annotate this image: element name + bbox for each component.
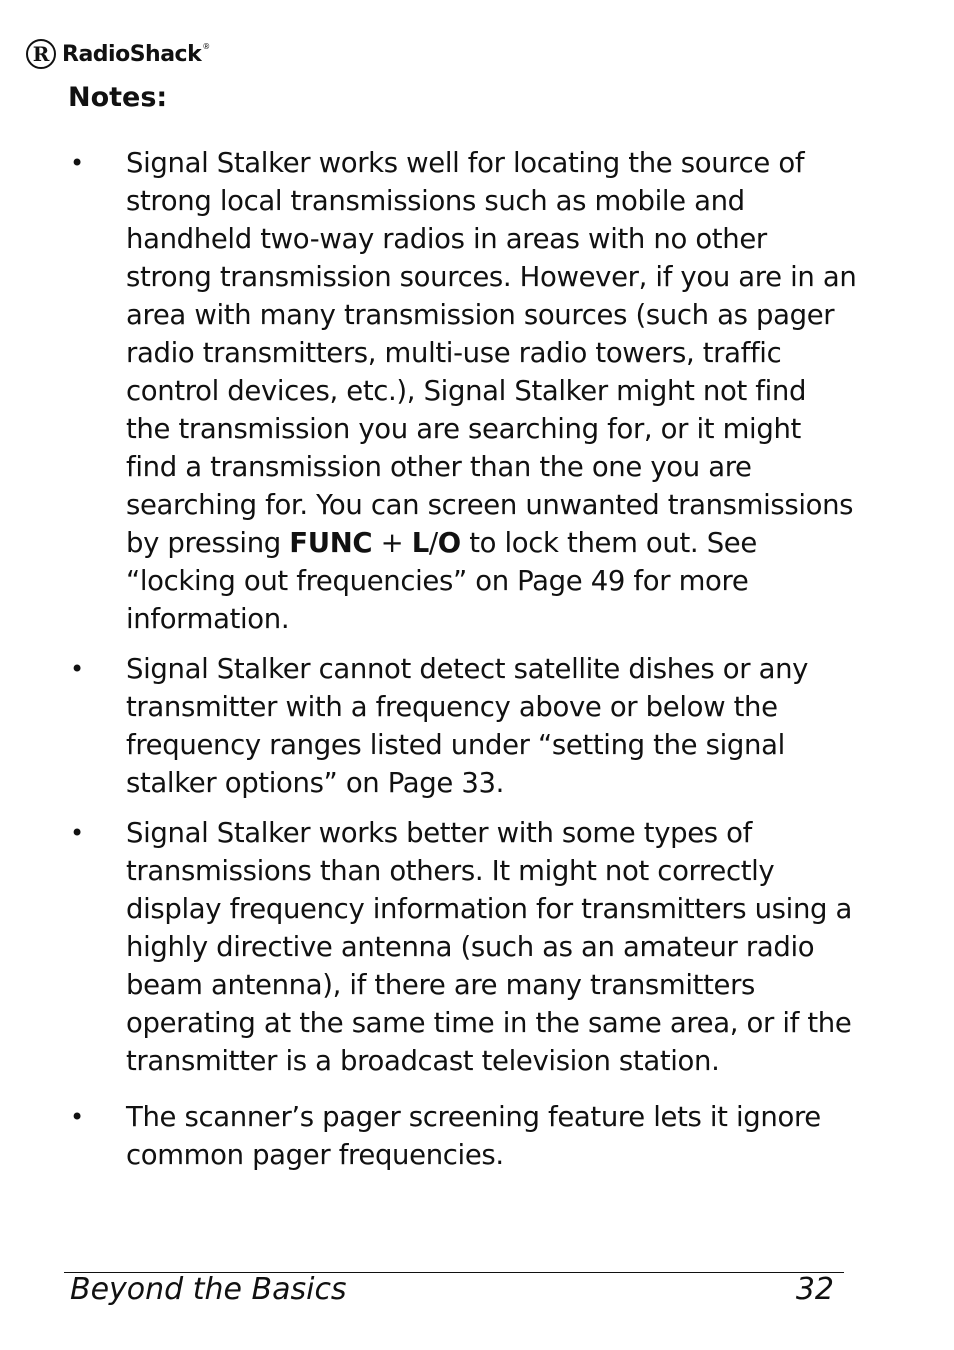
slash-sign: / <box>428 527 438 559</box>
bullet-item-satellite-limitation <box>68 650 858 802</box>
trademark-symbol: ® <box>202 41 210 51</box>
bullet-item-pager-screening <box>68 1098 858 1174</box>
radioshack-logo <box>26 36 210 72</box>
registered-mark-icon: R <box>26 39 56 69</box>
bullet-text: Signal Stalker works better with some types of transmissions than others. It might not correctly display frequency information for transmitters using a highly directive antenna (such as an amateur radio beam antenna), if there are many transmitters operating at the same time in the same area, or if the transmitter is a broadcast television station. <box>126 817 853 1077</box>
notes-heading: Notes: <box>68 82 168 113</box>
notes-bullet-list <box>68 144 858 1174</box>
bullet-item-transmission-types <box>68 814 858 1080</box>
bullet-text-continued: to lock them out. See “locking out frequencies” on Page 49 for more information. <box>126 527 757 635</box>
bullet-text: The scanner’s pager screening feature lets it ignore common pager frequencies. <box>126 1101 821 1171</box>
func-key-label: FUNC <box>289 527 373 559</box>
bullet-item-signal-stalker-locating <box>68 144 858 638</box>
footer-page-number: 32 <box>795 1272 834 1307</box>
bullet-icon: • <box>70 655 84 683</box>
l-key-label: L <box>411 527 429 559</box>
bullet-icon: • <box>70 819 84 847</box>
logo-wordmark <box>62 42 210 67</box>
bullet-text: Signal Stalker cannot detect satellite dishes or any transmitter with a frequency above or below the frequency ranges listed under “setting the signal stalker options” on Page 33. <box>126 653 809 799</box>
footer-section-title: Beyond the Basics <box>70 1272 347 1307</box>
o-key-label: O <box>437 527 461 559</box>
bullet-text: Signal Stalker works well for locating the source of strong local transmissions such as mobile and handheld two-way radios in areas with no other strong transmission sources. However, if you are in an area with many transmission sources (such as pager radio transmitters, multi-use radio towers, traffic control devices, etc.), Signal Stalker might not find the transmission you are searching for, or it might find a transmission other than the one you are searching for. You can screen unwanted transmissions by pressing <box>126 147 857 559</box>
bullet-icon: • <box>70 149 84 177</box>
bullet-icon: • <box>70 1103 84 1131</box>
plus-sign: + <box>372 527 412 559</box>
logo-wordmark-text: RadioShack <box>62 41 202 67</box>
